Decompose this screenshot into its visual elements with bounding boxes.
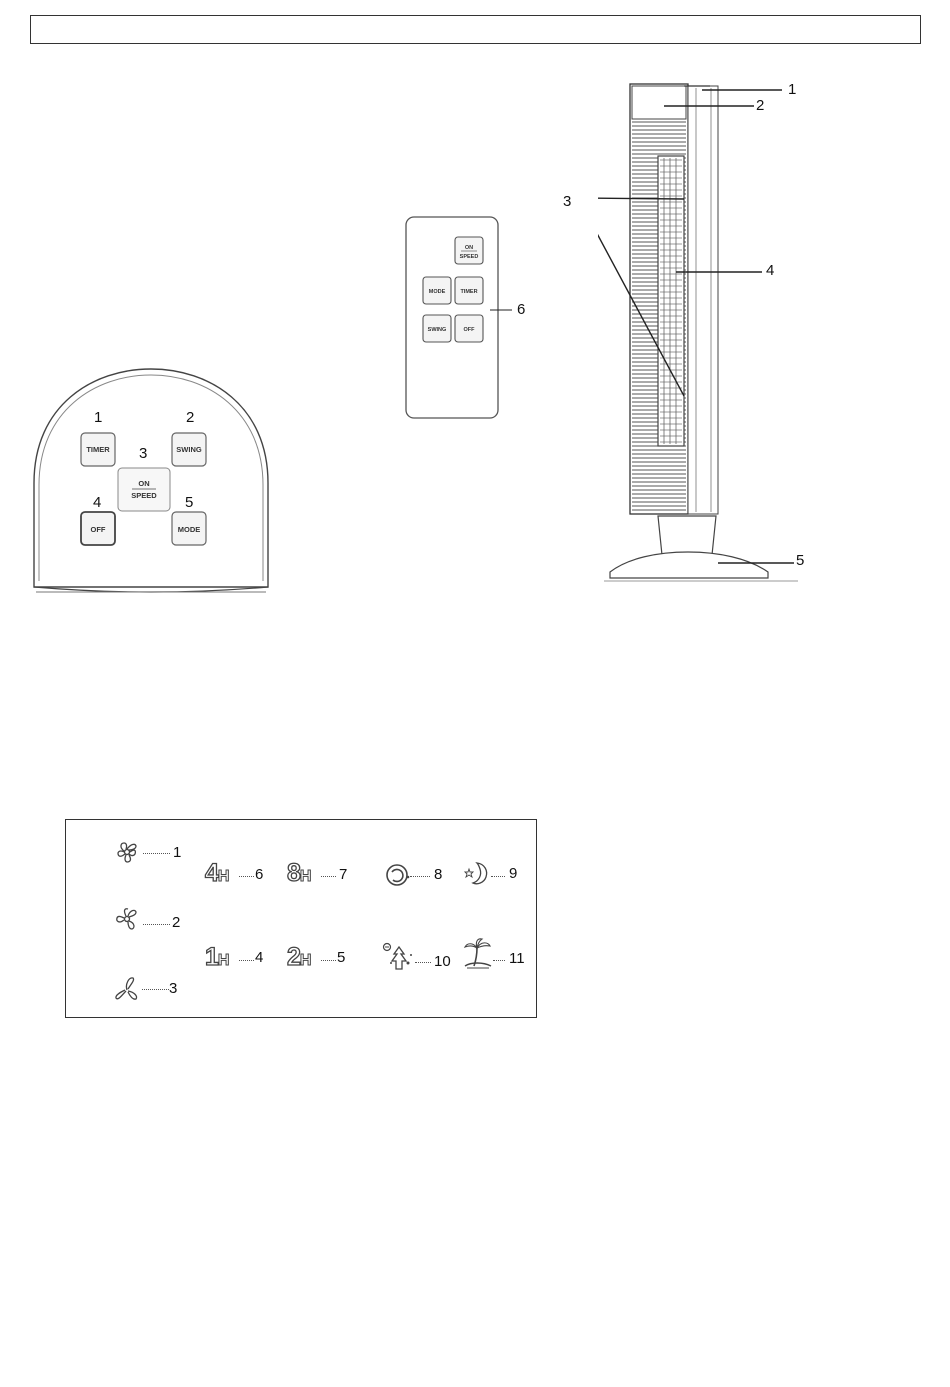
leader-4 (239, 960, 254, 961)
fan-speed-low-icon (113, 975, 141, 1005)
legend-num-7: 7 (339, 866, 348, 883)
leader-9 (491, 876, 505, 877)
leader-10 (415, 962, 431, 963)
leader-2 (143, 924, 170, 925)
leader-7 (321, 876, 336, 877)
leader-6 (239, 876, 254, 877)
off-button[interactable] (81, 512, 115, 545)
fan-callout-5: 5 (796, 552, 805, 569)
remote-timer-label: TIMER (460, 289, 478, 295)
legend-num-2: 2 (172, 914, 181, 931)
panel-callout-2: 2 (186, 409, 195, 426)
legend-num-1: 1 (173, 844, 182, 861)
header-frame (30, 15, 921, 44)
sleep-mode-icon (463, 861, 491, 887)
panel-callout-5: 5 (185, 494, 194, 511)
remote-swing-label: SWING (427, 327, 447, 333)
swing-button[interactable] (172, 433, 206, 466)
legend-num-10: 10 (434, 953, 451, 970)
remote-speed-label: SPEED (459, 254, 479, 260)
legend-num-6: 6 (255, 866, 264, 883)
timer-8h-icon: 8H (287, 859, 311, 887)
legend-num-5: 5 (337, 949, 346, 966)
timer-label: TIMER (86, 445, 110, 454)
leader-1 (143, 853, 170, 854)
remote-timer-button[interactable] (455, 277, 483, 304)
normal-mode-icon (463, 938, 493, 970)
remote-mode-button[interactable] (423, 277, 451, 304)
remote-control-illustration (404, 215, 534, 425)
legend-num-3: 3 (169, 980, 178, 997)
natural-mode-icon (382, 941, 416, 973)
fan-callout-2: 2 (756, 97, 765, 114)
mode-button[interactable] (172, 512, 206, 545)
remote-off-button[interactable] (455, 315, 483, 342)
timer-1h-icon: 1H (205, 943, 229, 971)
remote-callout-6: 6 (517, 301, 526, 318)
on-speed-button[interactable] (118, 468, 170, 511)
control-panel-illustration (28, 365, 273, 600)
fan-speed-high-icon (113, 838, 141, 866)
legend-num-9: 9 (509, 865, 518, 882)
swing-label: SWING (176, 445, 202, 454)
fan-callout-4: 4 (766, 262, 775, 279)
speed-label: SPEED (131, 491, 157, 500)
leader-5 (321, 960, 336, 961)
leader-11 (493, 960, 505, 961)
fan-callout-1: 1 (788, 81, 797, 98)
fan-callout-3: 3 (563, 193, 572, 210)
panel-callout-3: 3 (139, 445, 148, 462)
panel-callout-1: 1 (94, 409, 103, 426)
remote-mode-label: MODE (428, 289, 446, 295)
fan-speed-medium-icon (113, 905, 141, 933)
leader-8 (410, 876, 430, 877)
remote-on-speed-button[interactable] (455, 237, 483, 264)
on-label: ON (138, 479, 150, 488)
timer-button[interactable] (81, 433, 115, 466)
mode-label: MODE (177, 525, 201, 534)
off-label: OFF (90, 525, 106, 534)
swing-icon (384, 862, 410, 888)
remote-on-label: ON (464, 245, 474, 251)
legend-num-4: 4 (255, 949, 264, 966)
remote-swing-button[interactable] (423, 315, 451, 342)
timer-4h-icon: 4H (205, 859, 229, 887)
panel-callout-4: 4 (93, 494, 102, 511)
legend-num-11: 11 (509, 950, 525, 967)
timer-2h-icon: 2H (287, 943, 311, 971)
remote-off-label: OFF (463, 327, 475, 333)
leader-3 (142, 989, 169, 990)
tower-fan-illustration (598, 78, 808, 586)
legend-num-8: 8 (434, 866, 443, 883)
